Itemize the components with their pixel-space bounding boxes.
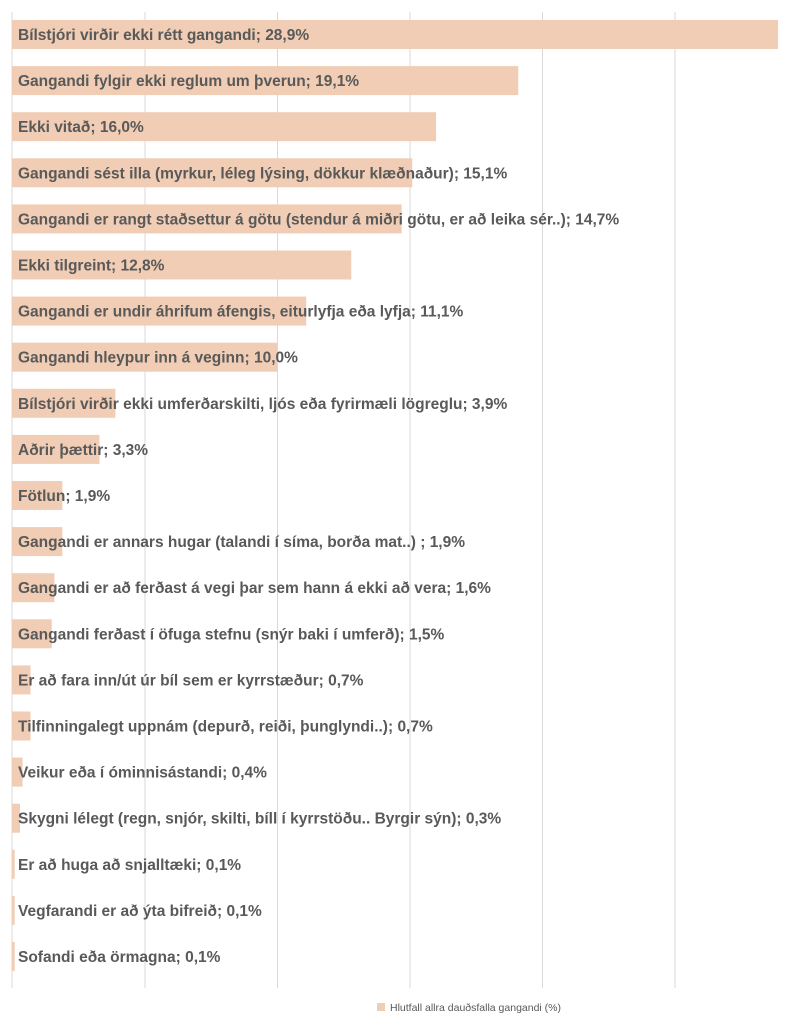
data-label: Gangandi ferðast í öfuga stefnu (snýr baki í umferð); 1,5% (18, 626, 445, 644)
data-label: Veikur eða í óminnisástandi; 0,4% (18, 764, 267, 782)
data-labels (18, 27, 619, 966)
data-label: Gangandi er rangt staðsettur á götu (stendur á miðri götu, er að leika sér..); 14,7% (18, 211, 620, 229)
bar (12, 850, 15, 879)
data-label: Gangandi fylgir ekki reglum um þverun; 19,1% (18, 73, 360, 91)
data-label: Fötlun; 1,9% (18, 488, 111, 505)
data-label: Skygni lélegt (regn, snjór, skilti, bíll í kyrrstöðu.. Byrgir sýn); 0,3% (18, 810, 502, 828)
data-label: Gangandi er að ferðast á vegi þar sem hann á ekki að vera; 1,6% (18, 580, 491, 598)
bar (12, 942, 15, 971)
data-label: Gangandi hleypur inn á veginn; 10,0% (18, 349, 298, 367)
legend (377, 1002, 561, 1014)
data-label: Tilfinningalegt uppnám (depurð, reiði, þunglyndi..); 0,7% (18, 718, 433, 736)
data-label: Vegfarandi er að ýta bifreið; 0,1% (18, 902, 262, 920)
bar (12, 896, 15, 925)
data-label: Er að huga að snjalltæki; 0,1% (18, 856, 242, 874)
legend-label: Hlutfall allra dauðsfalla gangandi (%) (390, 1002, 562, 1014)
data-label: Sofandi eða örmagna; 0,1% (18, 949, 221, 966)
bars (12, 20, 778, 971)
data-label: Ekki vitað; 16,0% (18, 119, 144, 137)
data-label: Bílstjóri virðir ekki rétt gangandi; 28,9% (18, 27, 310, 44)
data-label: Er að fara inn/út úr bíl sem er kyrrstæður; 0,7% (18, 672, 364, 690)
data-label: Gangandi er undir áhrifum áfengis, eiturlyfja eða lyfja; 11,1% (18, 303, 464, 321)
data-label: Bílstjóri virðir ekki umferðarskilti, ljós eða fyrirmæli lögreglu; 3,9% (18, 395, 508, 413)
data-label: Gangandi sést illa (myrkur, léleg lýsing, dökkur klæðnaður); 15,1% (18, 165, 508, 183)
legend-swatch (377, 1003, 385, 1011)
data-label: Aðrir þættir; 3,3% (18, 441, 149, 459)
data-label: Ekki tilgreint; 12,8% (18, 257, 165, 275)
data-label: Gangandi er annars hugar (talandi í síma, borða mat..) ; 1,9% (18, 534, 466, 552)
